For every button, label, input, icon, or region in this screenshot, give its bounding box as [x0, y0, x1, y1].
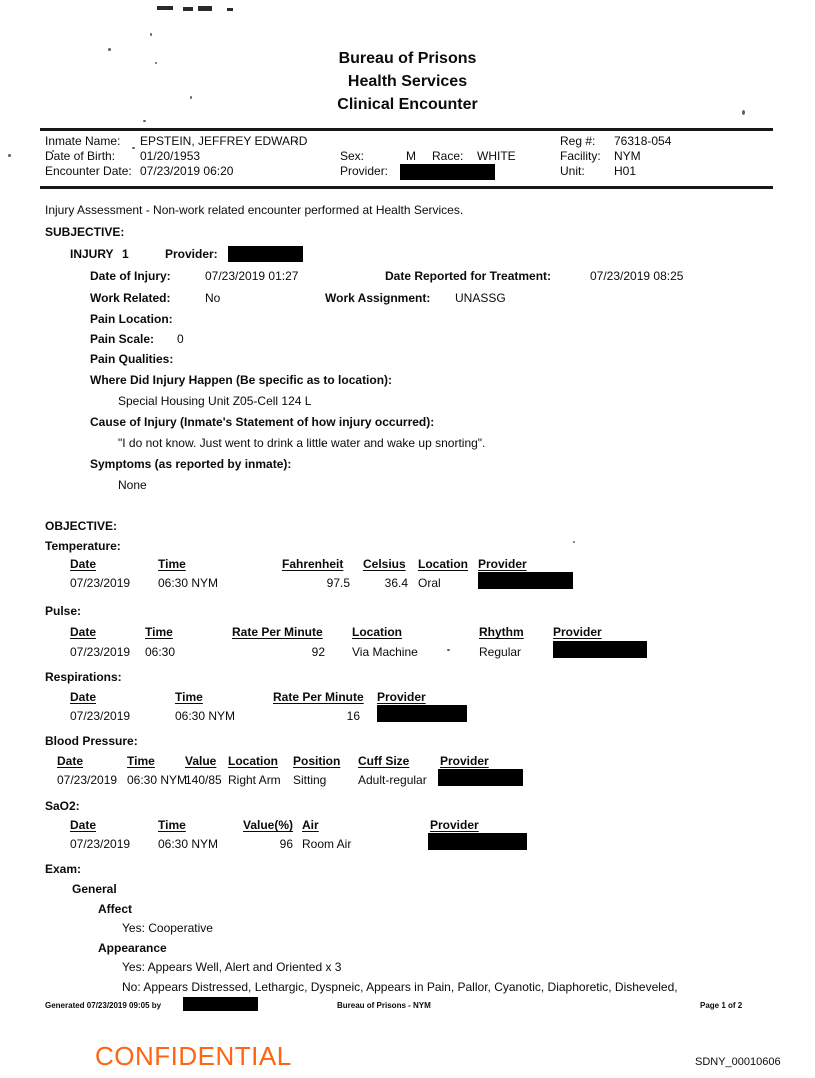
bates-number: SDNY_00010606 — [695, 1056, 781, 1068]
bp-cuff-size: Adult-regular — [358, 773, 427, 787]
pulse-header-time: Time — [145, 625, 173, 639]
scan-artifact — [198, 6, 212, 11]
inmate-name-value: EPSTEIN, JEFFREY EDWARD — [140, 134, 308, 148]
bp-header-provider: Provider — [440, 754, 489, 768]
bp-header-time: Time — [127, 754, 155, 768]
respirations-time: 06:30 NYM — [175, 709, 236, 723]
document-title-line-1: Bureau of Prisons — [338, 50, 477, 67]
bp-position: Sitting — [293, 773, 327, 787]
temperature-fahrenheit: 97.5 — [326, 576, 350, 590]
injury-provider-label: Provider: — [165, 247, 218, 261]
document-title-line-2: Health Services — [347, 73, 468, 90]
respirations-header-rate: Rate Per Minute — [273, 690, 364, 704]
bp-header-position: Position — [293, 754, 341, 768]
sex-label: Sex: — [340, 149, 365, 163]
exam-affect-yes: Yes: Cooperative — [122, 921, 213, 935]
date-reported-label: Date Reported for Treatment: — [385, 269, 552, 283]
respirations-header-provider: Provider — [377, 690, 426, 704]
date-of-injury-value: 07/23/2019 01:27 — [205, 269, 299, 283]
blood-pressure-title: Blood Pressure: — [45, 734, 138, 748]
injury-provider-redaction — [228, 246, 303, 262]
encounter-description: Injury Assessment - Non-work related encounter performed at Health Services. — [45, 203, 464, 217]
sao2-air: Room Air — [302, 837, 352, 851]
info-block-top-rule — [40, 128, 773, 131]
footer-generated: Generated 07/23/2019 09:05 by — [45, 1001, 162, 1010]
bp-provider-redaction — [438, 769, 523, 786]
where-injury-value: Special Housing Unit Z05-Cell 124 L — [118, 394, 312, 408]
sao2-header-provider: Provider — [430, 818, 479, 832]
pulse-rate: 92 — [311, 645, 325, 659]
pulse-time: 06:30 — [145, 645, 176, 659]
pulse-location: Via Machine — [352, 645, 418, 659]
work-assignment-label: Work Assignment: — [325, 291, 431, 305]
injury-label: INJURY — [70, 247, 114, 261]
race-label: Race: — [432, 149, 464, 163]
reg-number-value: 76318-054 — [614, 134, 672, 148]
bp-header-date: Date — [57, 754, 84, 768]
bp-value: 140/85 — [185, 773, 222, 787]
encounter-date-label: Encounter Date: — [45, 164, 132, 178]
temperature-location: Oral — [418, 576, 441, 590]
temperature-header-time: Time — [158, 557, 186, 571]
pulse-header-rhythm: Rhythm — [479, 625, 524, 639]
exam-general: General — [72, 882, 117, 896]
scan-artifact — [157, 6, 173, 10]
pain-qualities-label: Pain Qualities: — [90, 352, 174, 366]
respirations-header-time: Time — [175, 690, 203, 704]
bp-header-location: Location — [228, 754, 278, 768]
temperature-header-location: Location — [418, 557, 468, 571]
cause-of-injury-value: "I do not know. Just went to drink a little water and wake up snorting". — [118, 436, 486, 450]
scan-artifact — [132, 147, 135, 149]
scan-artifact — [143, 120, 146, 122]
pulse-title: Pulse: — [45, 604, 82, 618]
respirations-rate: 16 — [346, 709, 360, 723]
facility-label: Facility: — [560, 149, 601, 163]
respirations-title: Respirations: — [45, 670, 122, 684]
scan-artifact — [227, 8, 233, 11]
pulse-rhythm: Regular — [479, 645, 522, 659]
exam-heading: Exam: — [45, 862, 82, 876]
document-title-line-3: Clinical Encounter — [337, 96, 478, 113]
exam-appearance-yes: Yes: Appears Well, Alert and Oriented x 3 — [122, 960, 342, 974]
work-related-value: No — [205, 291, 221, 305]
scan-artifact — [183, 7, 193, 11]
symptoms-value: None — [118, 478, 147, 492]
sex-value: M — [406, 149, 416, 163]
injury-number: 1 — [122, 247, 129, 261]
inmate-name-label: Inmate Name: — [45, 134, 121, 148]
respirations-date: 07/23/2019 — [70, 709, 131, 723]
pain-scale-label: Pain Scale: — [90, 332, 155, 346]
bp-date: 07/23/2019 — [57, 773, 118, 787]
pulse-header-rate: Rate Per Minute — [232, 625, 323, 639]
unit-value: H01 — [614, 164, 637, 178]
info-block-bottom-rule — [40, 186, 773, 189]
exam-appearance-no: No: Appears Distressed, Lethargic, Dyspneic, Appears in Pain, Pallor, Cyanotic, Diaphoretic, Disheveled, — [122, 980, 678, 994]
sao2-date: 07/23/2019 — [70, 837, 131, 851]
pain-scale-value: 0 — [177, 332, 184, 346]
cause-of-injury-label: Cause of Injury (Inmate's Statement of how injury occurred): — [90, 415, 435, 429]
header-provider-redaction — [400, 164, 495, 180]
symptoms-label: Symptoms (as reported by inmate): — [90, 457, 292, 471]
where-injury-label: Where Did Injury Happen (Be specific as to location): — [90, 373, 393, 387]
scan-artifact — [8, 154, 11, 157]
temperature-time: 06:30 NYM — [158, 576, 219, 590]
bp-location: Right Arm — [228, 773, 281, 787]
scan-artifact — [573, 541, 575, 543]
sao2-header-air: Air — [302, 818, 319, 832]
facility-value: NYM — [614, 149, 641, 163]
footer-generated-by-redaction — [183, 997, 258, 1011]
dob-label: Date of Birth: — [45, 149, 116, 163]
temperature-header-celsius: Celsius — [363, 557, 406, 571]
reg-number-label: Reg #: — [560, 134, 596, 148]
pain-location-label: Pain Location: — [90, 312, 173, 326]
subjective-heading: SUBJECTIVE: — [45, 225, 125, 239]
pulse-provider-redaction — [553, 641, 647, 658]
sao2-header-value: Value(%) — [243, 818, 294, 832]
sao2-value: 96 — [279, 837, 293, 851]
sao2-header-date: Date — [70, 818, 97, 832]
footer-facility: Bureau of Prisons - NYM — [337, 1001, 431, 1010]
confidential-stamp: CONFIDENTIAL — [95, 1041, 292, 1071]
unit-label: Unit: — [560, 164, 585, 178]
bp-time: 06:30 NYM — [127, 773, 188, 787]
exam-appearance-label: Appearance — [98, 941, 167, 955]
pulse-date: 07/23/2019 — [70, 645, 131, 659]
scan-artifact — [447, 649, 450, 651]
race-value: WHITE — [477, 149, 516, 163]
work-assignment-value: UNASSG — [455, 291, 506, 305]
sao2-time: 06:30 NYM — [158, 837, 219, 851]
respirations-provider-redaction — [377, 705, 467, 722]
header-provider-label: Provider: — [340, 164, 389, 178]
temperature-date: 07/23/2019 — [70, 576, 131, 590]
pulse-header-provider: Provider — [553, 625, 602, 639]
dob-value: 01/20/1953 — [140, 149, 201, 163]
pulse-header-location: Location — [352, 625, 402, 639]
scan-artifact — [150, 33, 152, 36]
objective-heading: OBJECTIVE: — [45, 519, 118, 533]
pulse-header-date: Date — [70, 625, 97, 639]
sao2-provider-redaction — [428, 833, 527, 850]
respirations-header-date: Date — [70, 690, 97, 704]
exam-affect-label: Affect — [98, 902, 133, 916]
temperature-celsius: 36.4 — [384, 576, 408, 590]
encounter-date-value: 07/23/2019 06:20 — [140, 164, 234, 178]
work-related-label: Work Related: — [90, 291, 171, 305]
temperature-header-fahrenheit: Fahrenheit — [282, 557, 344, 571]
temperature-title: Temperature: — [45, 539, 121, 553]
date-of-injury-label: Date of Injury: — [90, 269, 171, 283]
temperature-provider-redaction — [478, 572, 573, 589]
bp-header-cuff-size: Cuff Size — [358, 754, 410, 768]
bp-header-value: Value — [185, 754, 217, 768]
sao2-header-time: Time — [158, 818, 186, 832]
footer-page-number: Page 1 of 2 — [700, 1001, 743, 1010]
date-reported-value: 07/23/2019 08:25 — [590, 269, 684, 283]
temperature-header-date: Date — [70, 557, 97, 571]
temperature-header-provider: Provider — [478, 557, 527, 571]
sao2-title: SaO2: — [45, 799, 80, 813]
